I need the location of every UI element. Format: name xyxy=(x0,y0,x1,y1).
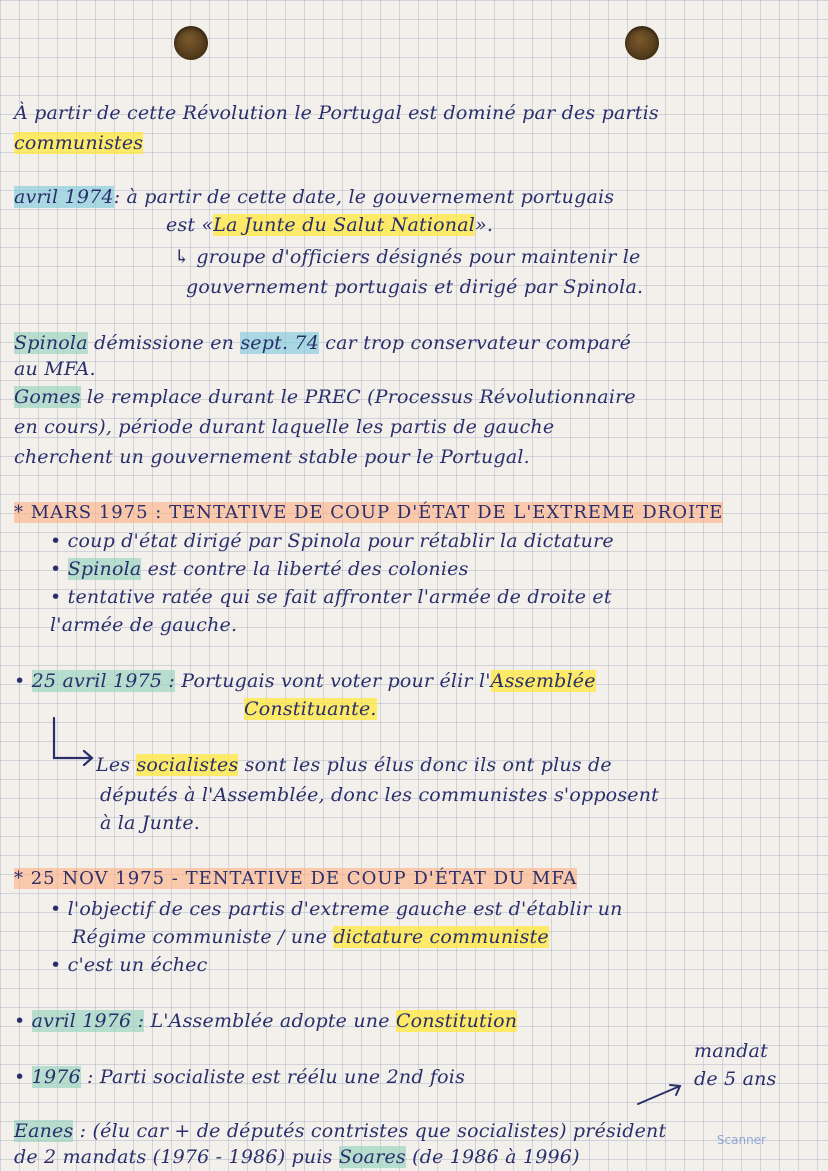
section-heading: * 25 NOV 1975 - TENTATIVE DE COUP D'ÉTAT DU MFA xyxy=(14,868,578,889)
text-line: à la Junte. xyxy=(100,812,201,834)
text-line: Spinola démissione en sept. 74 car trop conservateur comparé xyxy=(14,332,632,354)
text-line: est «La Junte du Salut National». xyxy=(166,214,494,236)
text-line: au MFA. xyxy=(14,358,96,380)
binder-hole-left xyxy=(174,26,208,60)
text-line: en cours), période durant laquelle les partis de gauche xyxy=(14,416,555,438)
section-heading: * MARS 1975 : TENTATIVE DE COUP D'ÉTAT DE L'EXTREME DROITE xyxy=(14,502,724,523)
bullet-item: • Spinola est contre la liberté des colonies xyxy=(50,558,469,580)
text-line: députés à l'Assemblée, donc les communistes s'opposent xyxy=(100,784,659,806)
bullet-item: • l'objectif de ces partis d'extreme gauche est d'établir un xyxy=(50,898,623,920)
bullet-item: • tentative ratée qui se fait affronter l'armée de droite et xyxy=(50,586,612,608)
text-line: cherchent un gouvernement stable pour le Portugal. xyxy=(14,446,530,468)
text-line: Gomes le remplace durant le PREC (Processus Révolutionnaire xyxy=(14,386,636,408)
text-line: • 1976 : Parti socialiste est réélu une 2nd fois xyxy=(14,1066,466,1088)
text-line: de 2 mandats (1976 - 1986) puis Soares (de 1986 à 1996) xyxy=(14,1146,580,1168)
text-line: Eanes : (élu car + de députés contristes que socialistes) président xyxy=(14,1120,667,1142)
bullet-item: Régime communiste / une dictature communiste xyxy=(72,926,549,948)
text-line: • 25 avril 1975 : Portugais vont voter pour élir l'Assemblée xyxy=(14,670,596,692)
note-5-ans: de 5 ans xyxy=(694,1068,777,1090)
text-line: gouvernement portugais et dirigé par Spinola. xyxy=(186,276,644,298)
arrow-icon xyxy=(48,716,98,772)
text-line: • avril 1976 : L'Assemblée adopte une Constitution xyxy=(14,1010,518,1032)
arrow-up-right-icon xyxy=(636,1082,684,1108)
bullet-item: • coup d'état dirigé par Spinola pour rétablir la dictature xyxy=(50,530,614,552)
text-line: Les socialistes sont les plus élus donc ils ont plus de xyxy=(96,754,612,776)
text-line: À partir de cette Révolution le Portugal est dominé par des partis xyxy=(14,102,659,124)
text-line: Constituante. xyxy=(244,698,377,720)
text-line: avril 1974: à partir de cette date, le gouvernement portugais xyxy=(14,186,615,208)
bullet-item: l'armée de gauche. xyxy=(50,614,238,636)
scanner-watermark: Scanner xyxy=(716,1133,766,1147)
binder-hole-right xyxy=(625,26,659,60)
text-line: ↳ groupe d'officiers désignés pour maintenir le xyxy=(174,246,641,268)
text-line: communistes xyxy=(14,132,144,154)
note-mandat: mandat xyxy=(694,1040,768,1062)
bullet-item: • c'est un échec xyxy=(50,954,208,976)
